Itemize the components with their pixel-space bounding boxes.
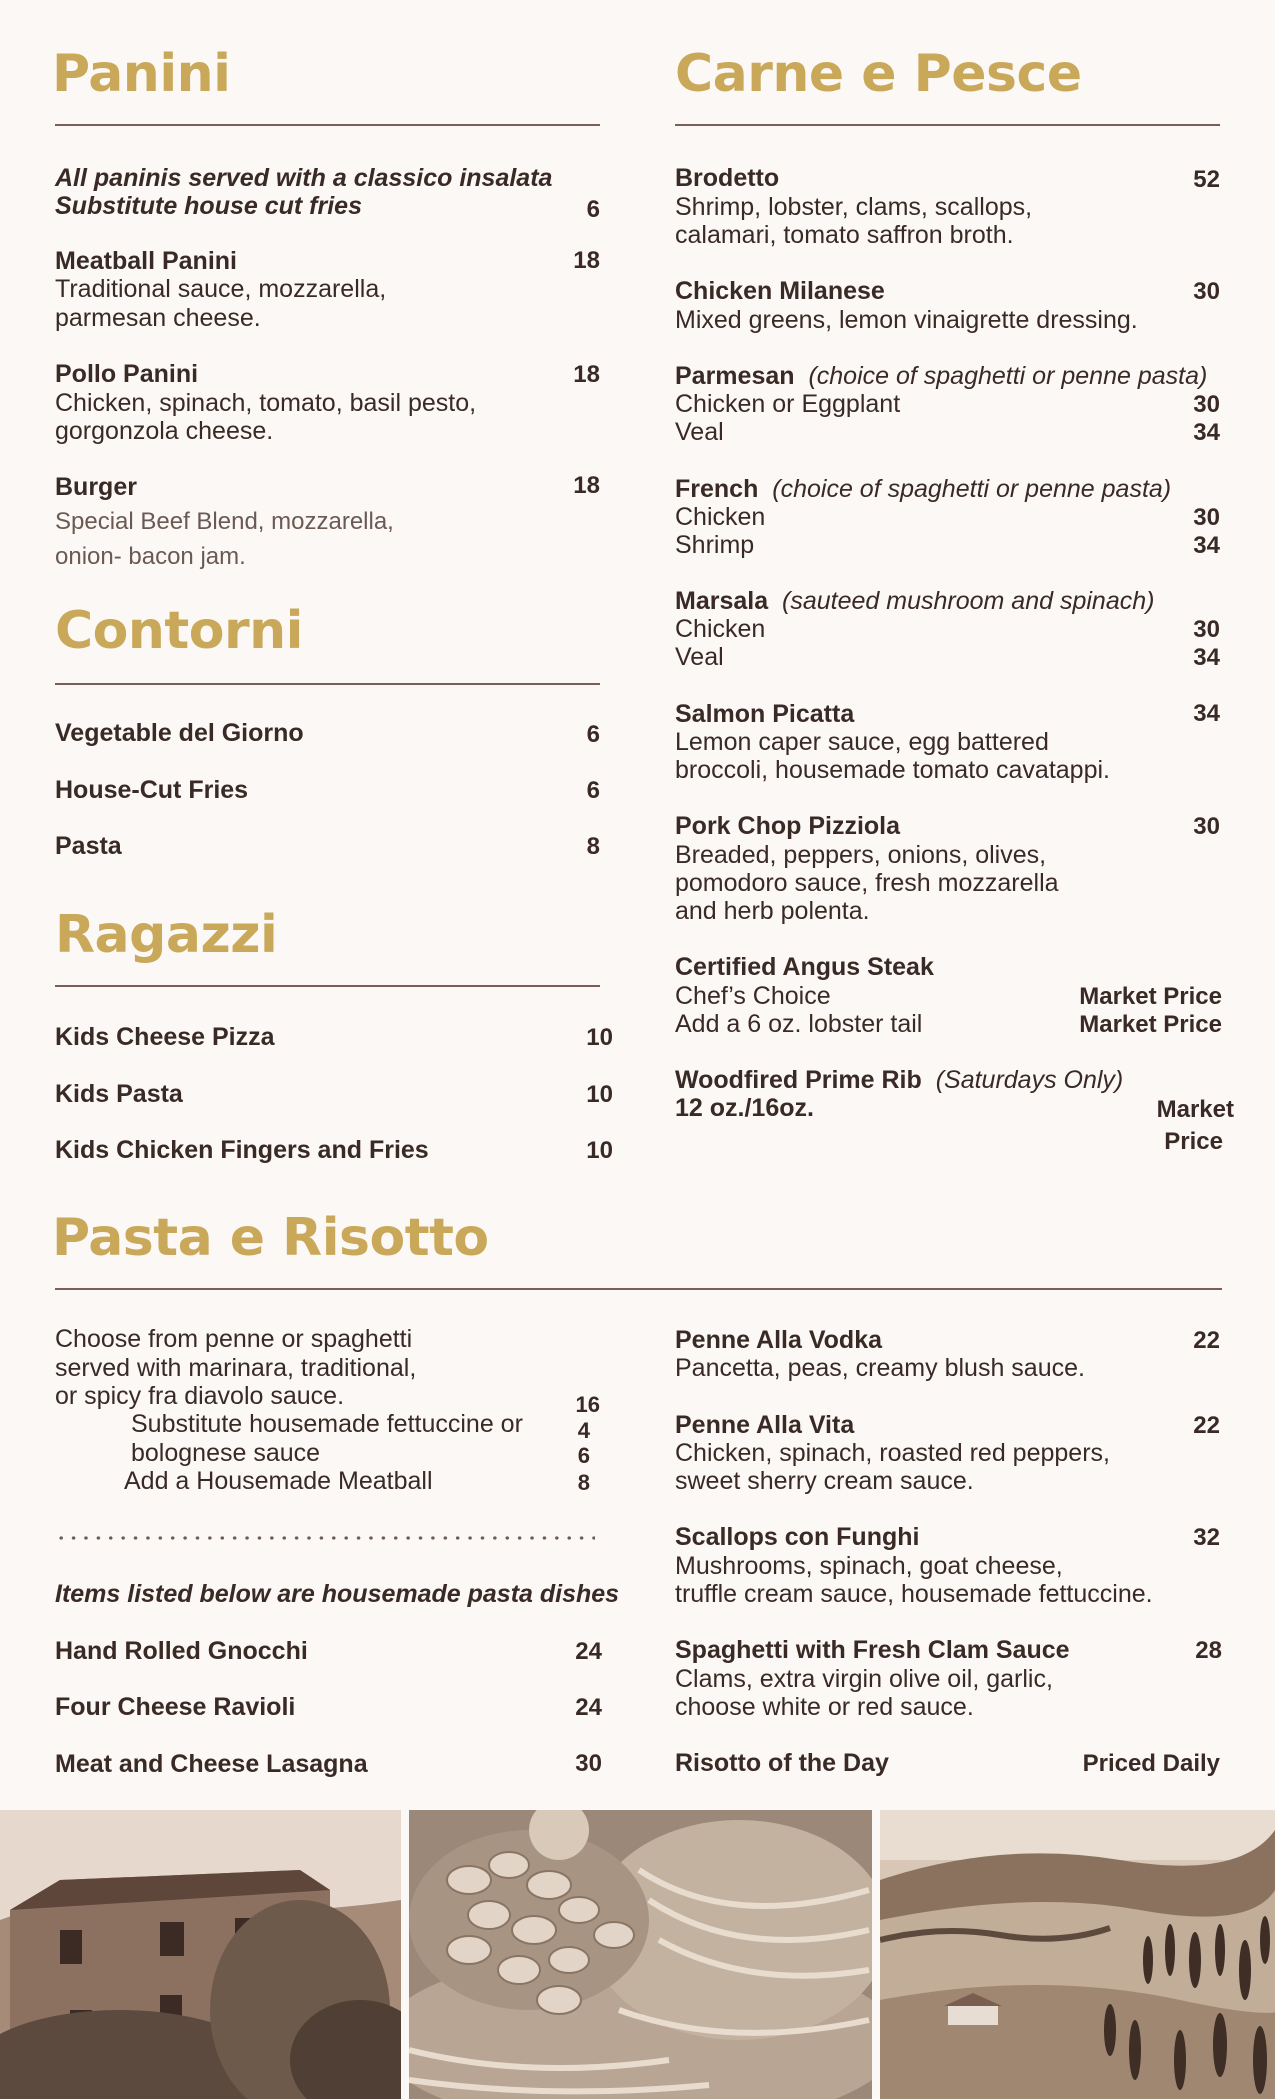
menu-item-price: 22 [1193,1412,1220,1439]
menu-item-name: Scallops con Funghi [675,1523,920,1551]
menu-item-price: 6 [586,721,600,748]
pasta-substitute-price: 4 [577,1418,590,1443]
menu-item-name: Penne Alla Vita [675,1411,855,1439]
pasta-intro: or spicy fra diavolo sauce. [55,1382,345,1410]
menu-item-price: 6 [586,777,600,804]
menu-item-price: 8 [586,833,600,860]
menu-item-price: 18 [573,247,600,274]
menu-item-price: 18 [573,472,600,499]
menu-item-price: 30 [575,1750,602,1777]
menu-item-name-row [675,587,1154,616]
menu-item-name: House-Cut Fries [55,776,249,804]
carne-heading: Carne e Pesce [675,44,1082,104]
menu-item-price: 10 [586,1081,613,1108]
menu-item-option: Chef’s Choice [675,982,831,1010]
menu-item-desc: Shrimp, lobster, clams, scallops, [675,193,1033,221]
menu-item-name: Chicken Milanese [675,277,885,305]
menu-item-name: Marsala [675,587,769,615]
menu-item-name: Four Cheese Ravioli [55,1693,296,1721]
menu-item-name: Meatball Panini [55,247,237,275]
menu-item-price: 24 [575,1694,602,1721]
menu-item-price: 52 [1193,166,1220,193]
tuscany-landscape-photo [880,1810,1275,2099]
menu-item-price: 34 [1193,644,1220,671]
menu-item-name-row [675,1066,1123,1095]
pasta-heading: Pasta e Risotto [52,1208,489,1268]
menu-item-price: 10 [586,1137,613,1164]
menu-item-price: Market [1156,1096,1234,1123]
contorni-rule [55,683,600,685]
pasta-intro: served with marinara, traditional, [55,1354,417,1382]
panini-note-price: 6 [586,196,600,223]
menu-item-price: 10 [586,1024,613,1051]
menu-item-desc: pomodoro sauce, fresh mozzarella [675,869,1059,897]
menu-item-desc: parmesan cheese. [55,304,261,332]
menu-item-name: Meat and Cheese Lasagna [55,1750,368,1778]
dotted-divider [55,1536,595,1540]
menu-item-name: Woodfired Prime Rib [675,1066,922,1094]
menu-item-name: Kids Pasta [55,1080,183,1108]
menu-item-price: Priced Daily [1082,1750,1220,1777]
menu-item-desc: choose white or red sauce. [675,1693,974,1721]
menu-item-price: Market Price [1079,983,1222,1010]
menu-item-desc: broccoli, housemade tomato cavatappi. [675,756,1110,784]
menu-item-note: (sauteed mushroom and spinach) [782,587,1155,615]
panini-note-line1: All paninis served with a classico insalata [55,164,553,192]
menu-item-name-row [675,362,1207,391]
menu-item-desc: gorgonzola cheese. [55,417,274,445]
menu-item-option: Shrimp [675,531,755,559]
menu-item-note: (choice of spaghetti or penne pasta) [808,362,1208,390]
panini-heading: Panini [52,44,231,104]
menu-item-desc: Traditional sauce, mozzarella, [55,275,387,303]
menu-item-price: 28 [1195,1637,1222,1664]
pasta-intro: Choose from penne or spaghetti [55,1325,413,1353]
menu-item-price: 22 [1193,1327,1220,1354]
menu-item-desc: Mushrooms, spinach, goat cheese, [675,1552,1063,1580]
villa-photo [0,1810,401,2099]
menu-item-size: 12 oz./16oz. [675,1094,814,1122]
menu-item-desc: Lemon caper sauce, egg battered [675,728,1049,756]
carne-rule [675,124,1220,126]
menu-item-desc: sweet sherry cream sauce. [675,1467,974,1495]
menu-item-desc: Mixed greens, lemon vinaigrette dressing. [675,306,1138,334]
menu-item-price: 34 [1193,532,1220,559]
menu-item-name: Burger [55,473,137,501]
menu-item-desc: calamari, tomato saffron broth. [675,221,1014,249]
menu-item-name: Pollo Panini [55,360,199,388]
panini-rule [55,124,600,126]
menu-item-desc: Clams, extra virgin olive oil, garlic, [675,1665,1053,1693]
menu-item-price: 34 [1193,700,1220,727]
menu-item-price: 30 [1193,504,1220,531]
menu-item-name: Brodetto [675,164,780,192]
pasta-intro-price: 16 [575,1392,600,1417]
menu-item-name: Kids Chicken Fingers and Fries [55,1136,429,1164]
menu-item-option: Veal [675,643,724,671]
menu-item-name-row [675,475,1171,504]
menu-item-name: Pork Chop Pizziola [675,812,901,840]
menu-item-note: (Saturdays Only) [935,1066,1124,1094]
pasta-substitute-price: 6 [577,1443,590,1468]
menu-item-name: Certified Angus Steak [675,953,934,981]
menu-item-name: Kids Cheese Pizza [55,1023,275,1051]
menu-item-desc: Pancetta, peas, creamy blush sauce. [675,1354,1085,1382]
menu-item-price: 30 [1193,278,1220,305]
menu-item-price: 32 [1193,1524,1220,1551]
pasta-add-meatball-price: 8 [577,1470,590,1495]
gnocchi-pasta-photo [409,1810,872,2099]
menu-item-desc: Special Beef Blend, mozzarella, [55,508,394,535]
ragazzi-rule [55,985,600,987]
menu-item-desc: truffle cream sauce, housemade fettuccine. [675,1580,1153,1608]
menu-item-option: Chicken [675,615,766,643]
menu-item-desc: and herb polenta. [675,897,870,925]
menu-item-price: 30 [1193,616,1220,643]
menu-item-name: Hand Rolled Gnocchi [55,1637,308,1665]
pasta-rule [55,1288,1222,1290]
pasta-substitute: Substitute housemade fettuccine or [131,1410,523,1438]
menu-item-name: Risotto of the Day [675,1749,889,1777]
menu-item-desc: Chicken, spinach, tomato, basil pesto, [55,389,477,417]
pasta-substitute: bolognese sauce [131,1439,321,1467]
menu-item-name: Parmesan [675,362,795,390]
menu-item-price: 34 [1193,419,1220,446]
menu-item-price: 24 [575,1638,602,1665]
menu-item-name: Pasta [55,832,122,860]
menu-item-price: 30 [1193,391,1220,418]
menu-item-desc: onion- bacon jam. [55,543,246,570]
menu-item-name: Salmon Picatta [675,700,855,728]
contorni-heading: Contorni [55,601,303,661]
menu-item-desc: Chicken, spinach, roasted red peppers, [675,1439,1110,1467]
menu-item-price: Market Price [1079,1011,1222,1038]
menu-item-name: Penne Alla Vodka [675,1326,883,1354]
menu-item-option: Chicken or Eggplant [675,390,901,418]
menu-item-name: Spaghetti with Fresh Clam Sauce [675,1636,1070,1664]
menu-item-name: French [675,475,759,503]
housemade-note: Items listed below are housemade pasta dishes [55,1580,620,1608]
pasta-add-meatball: Add a Housemade Meatball [124,1467,433,1495]
menu-item-price: 30 [1193,813,1220,840]
menu-item-price: Price [1164,1128,1223,1155]
ragazzi-heading: Ragazzi [55,905,278,965]
menu-item-desc: Breaded, peppers, onions, olives, [675,841,1047,869]
menu-item-option: Veal [675,418,724,446]
menu-item-option: Add a 6 oz. lobster tail [675,1010,923,1038]
menu-item-note: (choice of spaghetti or penne pasta) [772,475,1172,503]
menu-item-option: Chicken [675,503,766,531]
panini-note-line2: Substitute house cut fries [55,192,362,220]
menu-item-name: Vegetable del Giorno [55,719,304,747]
menu-item-price: 18 [573,361,600,388]
